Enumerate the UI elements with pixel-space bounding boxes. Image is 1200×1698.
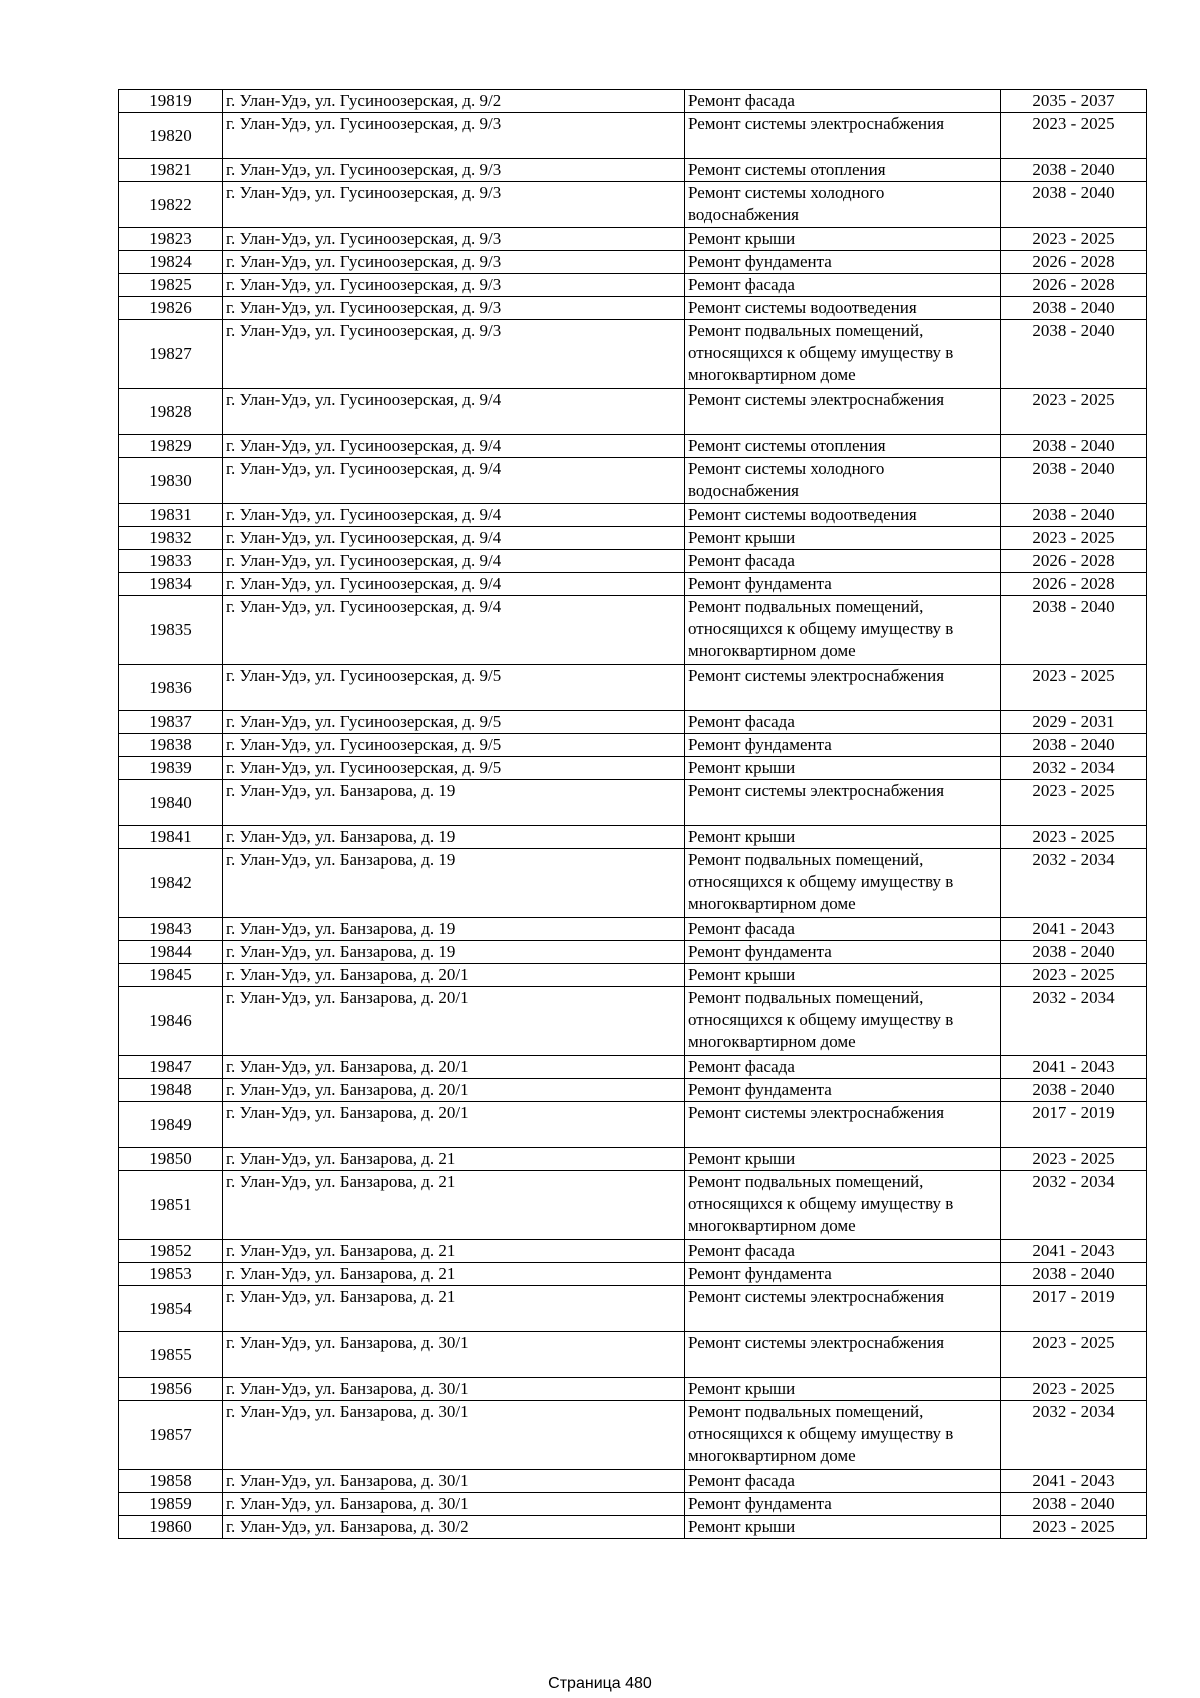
- table-row: [119, 711, 1147, 734]
- row-number: 19836: [119, 665, 223, 711]
- row-work-type: Ремонт фасада: [685, 1240, 1001, 1263]
- table-row: [119, 941, 1147, 964]
- row-years: 2041 - 2043: [1001, 1056, 1147, 1079]
- row-work-type: Ремонт фундамента: [685, 1079, 1001, 1102]
- row-address: г. Улан-Удэ, ул. Банзарова, д. 30/1: [223, 1470, 685, 1493]
- row-number: 19824: [119, 251, 223, 274]
- row-number: 19843: [119, 918, 223, 941]
- row-address: г. Улан-Удэ, ул. Банзарова, д. 20/1: [223, 1056, 685, 1079]
- row-years: 2032 - 2034: [1001, 849, 1147, 918]
- row-address: г. Улан-Удэ, ул. Банзарова, д. 30/2: [223, 1516, 685, 1539]
- repair-schedule-table: [118, 89, 1147, 1539]
- table-row: [119, 964, 1147, 987]
- row-years: 2038 - 2040: [1001, 596, 1147, 665]
- row-address: г. Улан-Удэ, ул. Банзарова, д. 20/1: [223, 1102, 685, 1148]
- row-address: г. Улан-Удэ, ул. Гусиноозерская, д. 9/4: [223, 573, 685, 596]
- row-years: 2029 - 2031: [1001, 711, 1147, 734]
- row-address: г. Улан-Удэ, ул. Банзарова, д. 30/1: [223, 1332, 685, 1378]
- table-row: [119, 734, 1147, 757]
- row-number: 19859: [119, 1493, 223, 1516]
- row-work-type: Ремонт фундамента: [685, 251, 1001, 274]
- row-address: г. Улан-Удэ, ул. Гусиноозерская, д. 9/3: [223, 182, 685, 228]
- row-number: 19842: [119, 849, 223, 918]
- table-row: [119, 1263, 1147, 1286]
- row-years: 2026 - 2028: [1001, 274, 1147, 297]
- row-number: 19853: [119, 1263, 223, 1286]
- row-years: 2023 - 2025: [1001, 113, 1147, 159]
- table-row: [119, 826, 1147, 849]
- row-years: 2026 - 2028: [1001, 573, 1147, 596]
- table-row: [119, 665, 1147, 711]
- table-row: [119, 1470, 1147, 1493]
- row-work-type: Ремонт фасада: [685, 274, 1001, 297]
- row-years: 2026 - 2028: [1001, 251, 1147, 274]
- row-work-type: Ремонт подвальных помещений, относящихся к общему имуществу в многоквартирном доме: [685, 987, 1001, 1056]
- row-years: 2017 - 2019: [1001, 1102, 1147, 1148]
- table-row: [119, 1148, 1147, 1171]
- row-number: 19860: [119, 1516, 223, 1539]
- row-address: г. Улан-Удэ, ул. Гусиноозерская, д. 9/4: [223, 550, 685, 573]
- table-row: [119, 550, 1147, 573]
- row-number: 19820: [119, 113, 223, 159]
- row-years: 2023 - 2025: [1001, 826, 1147, 849]
- row-number: 19838: [119, 734, 223, 757]
- row-work-type: Ремонт подвальных помещений, относящихся к общему имуществу в многоквартирном доме: [685, 849, 1001, 918]
- row-years: 2023 - 2025: [1001, 1148, 1147, 1171]
- row-years: 2023 - 2025: [1001, 228, 1147, 251]
- row-address: г. Улан-Удэ, ул. Гусиноозерская, д. 9/3: [223, 159, 685, 182]
- row-years: 2038 - 2040: [1001, 941, 1147, 964]
- row-years: 2038 - 2040: [1001, 504, 1147, 527]
- row-years: 2038 - 2040: [1001, 297, 1147, 320]
- row-number: 19849: [119, 1102, 223, 1148]
- row-work-type: Ремонт фундамента: [685, 734, 1001, 757]
- row-number: 19840: [119, 780, 223, 826]
- row-work-type: Ремонт крыши: [685, 826, 1001, 849]
- row-work-type: Ремонт фундамента: [685, 1493, 1001, 1516]
- row-work-type: Ремонт системы отопления: [685, 435, 1001, 458]
- row-number: 19832: [119, 527, 223, 550]
- row-address: г. Улан-Удэ, ул. Банзарова, д. 21: [223, 1148, 685, 1171]
- row-years: 2041 - 2043: [1001, 1240, 1147, 1263]
- table-row: [119, 757, 1147, 780]
- row-years: 2023 - 2025: [1001, 389, 1147, 435]
- row-address: г. Улан-Удэ, ул. Банзарова, д. 20/1: [223, 964, 685, 987]
- row-number: 19846: [119, 987, 223, 1056]
- row-work-type: Ремонт системы электроснабжения: [685, 665, 1001, 711]
- row-number: 19833: [119, 550, 223, 573]
- row-number: 19834: [119, 573, 223, 596]
- row-work-type: Ремонт подвальных помещений, относящихся к общему имуществу в многоквартирном доме: [685, 320, 1001, 389]
- table-row: [119, 573, 1147, 596]
- row-address: г. Улан-Удэ, ул. Банзарова, д. 19: [223, 918, 685, 941]
- row-number: 19857: [119, 1401, 223, 1470]
- table-row: [119, 1102, 1147, 1148]
- row-work-type: Ремонт крыши: [685, 1516, 1001, 1539]
- table-row: [119, 1240, 1147, 1263]
- row-address: г. Улан-Удэ, ул. Банзарова, д. 30/1: [223, 1378, 685, 1401]
- table-row: [119, 780, 1147, 826]
- row-work-type: Ремонт системы электроснабжения: [685, 113, 1001, 159]
- row-address: г. Улан-Удэ, ул. Банзарова, д. 20/1: [223, 987, 685, 1056]
- row-years: 2038 - 2040: [1001, 458, 1147, 504]
- row-number: 19851: [119, 1171, 223, 1240]
- row-work-type: Ремонт подвальных помещений, относящихся к общему имуществу в многоквартирном доме: [685, 1171, 1001, 1240]
- row-work-type: Ремонт подвальных помещений, относящихся к общему имуществу в многоквартирном доме: [685, 1401, 1001, 1470]
- table-row: [119, 527, 1147, 550]
- row-work-type: Ремонт системы холодного водоснабжения: [685, 458, 1001, 504]
- row-number: 19822: [119, 182, 223, 228]
- row-years: 2023 - 2025: [1001, 1332, 1147, 1378]
- row-number: 19821: [119, 159, 223, 182]
- row-years: 2026 - 2028: [1001, 550, 1147, 573]
- row-work-type: Ремонт крыши: [685, 228, 1001, 251]
- row-address: г. Улан-Удэ, ул. Гусиноозерская, д. 9/3: [223, 251, 685, 274]
- row-work-type: Ремонт фасада: [685, 918, 1001, 941]
- row-work-type: Ремонт фасада: [685, 1470, 1001, 1493]
- row-work-type: Ремонт крыши: [685, 527, 1001, 550]
- row-address: г. Улан-Удэ, ул. Банзарова, д. 19: [223, 849, 685, 918]
- row-number: 19850: [119, 1148, 223, 1171]
- row-address: г. Улан-Удэ, ул. Банзарова, д. 21: [223, 1171, 685, 1240]
- table-row: [119, 113, 1147, 159]
- table-row: [119, 251, 1147, 274]
- table-row: [119, 596, 1147, 665]
- row-number: 19827: [119, 320, 223, 389]
- row-years: 2032 - 2034: [1001, 1171, 1147, 1240]
- row-address: г. Улан-Удэ, ул. Гусиноозерская, д. 9/3: [223, 274, 685, 297]
- row-years: 2023 - 2025: [1001, 1378, 1147, 1401]
- row-years: 2032 - 2034: [1001, 987, 1147, 1056]
- row-work-type: Ремонт системы отопления: [685, 159, 1001, 182]
- row-number: 19854: [119, 1286, 223, 1332]
- row-number: 19839: [119, 757, 223, 780]
- row-work-type: Ремонт фундамента: [685, 573, 1001, 596]
- row-work-type: Ремонт фундамента: [685, 941, 1001, 964]
- row-address: г. Улан-Удэ, ул. Банзарова, д. 21: [223, 1286, 685, 1332]
- row-years: 2038 - 2040: [1001, 1079, 1147, 1102]
- row-work-type: Ремонт крыши: [685, 1148, 1001, 1171]
- table-row: [119, 274, 1147, 297]
- row-address: г. Улан-Удэ, ул. Банзарова, д. 19: [223, 826, 685, 849]
- row-number: 19858: [119, 1470, 223, 1493]
- row-years: 2035 - 2037: [1001, 90, 1147, 113]
- row-work-type: Ремонт фундамента: [685, 1263, 1001, 1286]
- row-address: г. Улан-Удэ, ул. Банзарова, д. 20/1: [223, 1079, 685, 1102]
- row-number: 19852: [119, 1240, 223, 1263]
- table-row: [119, 182, 1147, 228]
- row-address: г. Улан-Удэ, ул. Гусиноозерская, д. 9/3: [223, 297, 685, 320]
- row-years: 2023 - 2025: [1001, 964, 1147, 987]
- row-years: 2032 - 2034: [1001, 1401, 1147, 1470]
- row-number: 19825: [119, 274, 223, 297]
- row-number: 19841: [119, 826, 223, 849]
- row-work-type: Ремонт крыши: [685, 964, 1001, 987]
- row-work-type: Ремонт системы электроснабжения: [685, 1286, 1001, 1332]
- row-years: 2041 - 2043: [1001, 1470, 1147, 1493]
- row-years: 2023 - 2025: [1001, 1516, 1147, 1539]
- row-number: 19830: [119, 458, 223, 504]
- table-row: [119, 849, 1147, 918]
- row-work-type: Ремонт системы водоотведения: [685, 297, 1001, 320]
- table-row: [119, 389, 1147, 435]
- row-work-type: Ремонт системы электроснабжения: [685, 389, 1001, 435]
- row-address: г. Улан-Удэ, ул. Гусиноозерская, д. 9/3: [223, 113, 685, 159]
- row-address: г. Улан-Удэ, ул. Гусиноозерская, д. 9/5: [223, 734, 685, 757]
- table-row: [119, 1516, 1147, 1539]
- row-work-type: Ремонт фасада: [685, 1056, 1001, 1079]
- row-work-type: Ремонт крыши: [685, 1378, 1001, 1401]
- row-number: 19819: [119, 90, 223, 113]
- row-address: г. Улан-Удэ, ул. Гусиноозерская, д. 9/3: [223, 320, 685, 389]
- row-number: 19847: [119, 1056, 223, 1079]
- table-row: [119, 987, 1147, 1056]
- row-address: г. Улан-Удэ, ул. Банзарова, д. 30/1: [223, 1493, 685, 1516]
- table-row: [119, 918, 1147, 941]
- table-row: [119, 504, 1147, 527]
- row-number: 19828: [119, 389, 223, 435]
- row-address: г. Улан-Удэ, ул. Гусиноозерская, д. 9/4: [223, 527, 685, 550]
- row-address: г. Улан-Удэ, ул. Гусиноозерская, д. 9/4: [223, 458, 685, 504]
- row-work-type: Ремонт фасада: [685, 90, 1001, 113]
- row-address: г. Улан-Удэ, ул. Гусиноозерская, д. 9/2: [223, 90, 685, 113]
- row-address: г. Улан-Удэ, ул. Гусиноозерская, д. 9/3: [223, 228, 685, 251]
- row-number: 19856: [119, 1378, 223, 1401]
- row-number: 19826: [119, 297, 223, 320]
- table-row: [119, 1171, 1147, 1240]
- table-row: [119, 1401, 1147, 1470]
- row-years: 2038 - 2040: [1001, 734, 1147, 757]
- row-years: 2038 - 2040: [1001, 1263, 1147, 1286]
- row-address: г. Улан-Удэ, ул. Гусиноозерская, д. 9/5: [223, 665, 685, 711]
- row-number: 19823: [119, 228, 223, 251]
- row-address: г. Улан-Удэ, ул. Банзарова, д. 30/1: [223, 1401, 685, 1470]
- table-body: [119, 90, 1147, 1539]
- row-number: 19848: [119, 1079, 223, 1102]
- row-number: 19831: [119, 504, 223, 527]
- row-years: 2041 - 2043: [1001, 918, 1147, 941]
- row-number: 19829: [119, 435, 223, 458]
- table-row: [119, 1079, 1147, 1102]
- table-row: [119, 1286, 1147, 1332]
- row-address: г. Улан-Удэ, ул. Гусиноозерская, д. 9/4: [223, 389, 685, 435]
- row-years: 2038 - 2040: [1001, 159, 1147, 182]
- row-work-type: Ремонт системы электроснабжения: [685, 1332, 1001, 1378]
- row-years: 2023 - 2025: [1001, 665, 1147, 711]
- row-years: 2023 - 2025: [1001, 780, 1147, 826]
- row-work-type: Ремонт системы электроснабжения: [685, 1102, 1001, 1148]
- row-years: 2038 - 2040: [1001, 1493, 1147, 1516]
- row-address: г. Улан-Удэ, ул. Банзарова, д. 21: [223, 1240, 685, 1263]
- row-work-type: Ремонт системы водоотведения: [685, 504, 1001, 527]
- row-number: 19845: [119, 964, 223, 987]
- row-work-type: Ремонт системы холодного водоснабжения: [685, 182, 1001, 228]
- row-work-type: Ремонт фасада: [685, 550, 1001, 573]
- row-work-type: Ремонт крыши: [685, 757, 1001, 780]
- table-row: [119, 1378, 1147, 1401]
- row-years: 2038 - 2040: [1001, 435, 1147, 458]
- table-row: [119, 297, 1147, 320]
- table-row: [119, 228, 1147, 251]
- page-number: Страница 480: [548, 1675, 652, 1692]
- row-address: г. Улан-Удэ, ул. Гусиноозерская, д. 9/5: [223, 757, 685, 780]
- table-row: [119, 159, 1147, 182]
- row-years: 2017 - 2019: [1001, 1286, 1147, 1332]
- row-work-type: Ремонт системы электроснабжения: [685, 780, 1001, 826]
- row-address: г. Улан-Удэ, ул. Банзарова, д. 21: [223, 1263, 685, 1286]
- table-row: [119, 320, 1147, 389]
- table-row: [119, 458, 1147, 504]
- row-address: г. Улан-Удэ, ул. Гусиноозерская, д. 9/4: [223, 504, 685, 527]
- row-work-type: Ремонт подвальных помещений, относящихся к общему имуществу в многоквартирном доме: [685, 596, 1001, 665]
- row-number: 19855: [119, 1332, 223, 1378]
- row-years: 2032 - 2034: [1001, 757, 1147, 780]
- row-years: 2038 - 2040: [1001, 182, 1147, 228]
- table-row: [119, 90, 1147, 113]
- row-number: 19844: [119, 941, 223, 964]
- table-row: [119, 435, 1147, 458]
- table-row: [119, 1056, 1147, 1079]
- row-years: 2023 - 2025: [1001, 527, 1147, 550]
- row-address: г. Улан-Удэ, ул. Банзарова, д. 19: [223, 780, 685, 826]
- table-row: [119, 1493, 1147, 1516]
- row-address: г. Улан-Удэ, ул. Гусиноозерская, д. 9/5: [223, 711, 685, 734]
- row-address: г. Улан-Удэ, ул. Гусиноозерская, д. 9/4: [223, 435, 685, 458]
- row-address: г. Улан-Удэ, ул. Гусиноозерская, д. 9/4: [223, 596, 685, 665]
- table-row: [119, 1332, 1147, 1378]
- row-number: 19835: [119, 596, 223, 665]
- row-address: г. Улан-Удэ, ул. Банзарова, д. 19: [223, 941, 685, 964]
- row-years: 2038 - 2040: [1001, 320, 1147, 389]
- row-work-type: Ремонт фасада: [685, 711, 1001, 734]
- row-number: 19837: [119, 711, 223, 734]
